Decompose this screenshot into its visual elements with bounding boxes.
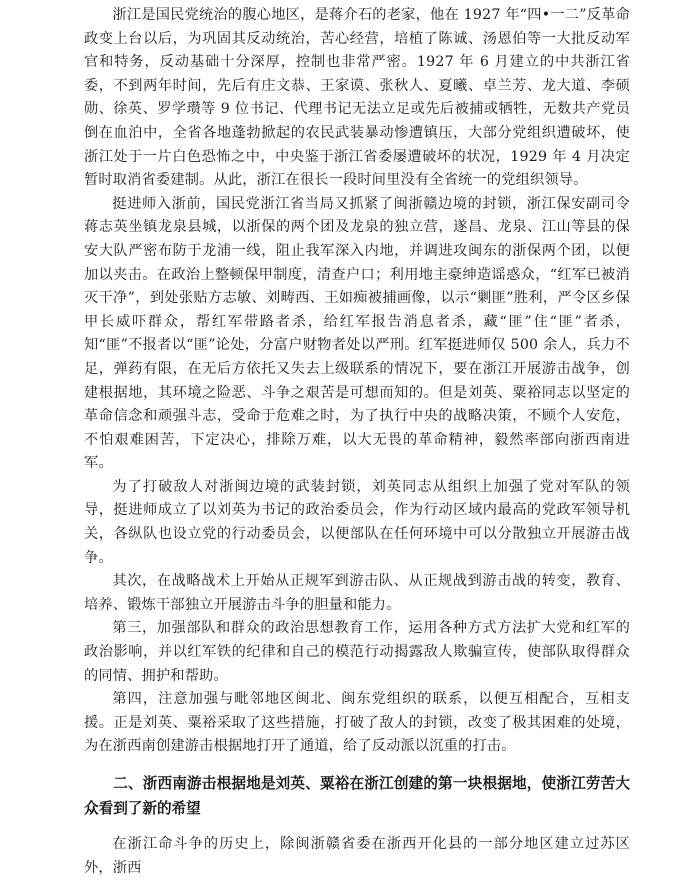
paragraph-4: 其次，在战略战术上开始从正规军到游击队、从正规战到游击战的转变，教育、培养、锻炼干部独立开展游击斗争的胆量和能力。: [84, 573, 630, 613]
paragraph-5: 第三，加强部队和群众的政治思想教育工作，运用各种方式方法扩大党和红军的政治影响，并以红军铁的纪律和自己的模范行动揭露敌人欺骗宣传，使部队取得群众的同情、拥护和帮助。: [84, 620, 630, 684]
section-heading: 二、浙西南游击根据地是刘英、粟裕在浙江创建的第一块根据地，使浙江劳苦大众看到了新的希望: [84, 775, 630, 817]
document-page: [84, 4, 630, 880]
paragraph-6: 第四，注意加强与毗邻地区闽北、闽东党组织的联系，以便互相配合，互相支援。正是刘英、粟裕采取了这些措施，打破了敌人的封锁，改变了极其困难的处境，为在浙西南创建游击根据地打开了通道，给了反动派以沉重的打击。: [84, 691, 630, 755]
paragraph-1: 浙江是国民党统治的腹心地区，是蒋介石的老家，他在 1927 年“四•一二”反革命政变上台以后，为巩固其反动统治，苦心经营，培植了陈诚、汤恩伯等一大批反动军官和特务，反动基础十分深厚，控制也非常严密。1927 年 6 月建立的中共浙江省委，不到两年时间，先后有庄文恭、王家谟、张秋人、夏曦、卓兰芳、龙大道、李硕勋、徐英、罗学瓒等 9 位书记、代理书记无法立足或先后被捕或牺牲，无数共产党员倒在血泊中，全省各地蓬勃掀起的农民武装暴动惨遭镇压，大部分党组织遭破坏，使浙江处于一片白色恐怖之中，中央鉴于浙江省委屡遭破坏的状况，1929 年 4 月决定暂时取消省委建制。从此，浙江在很长一段时间里没有全省统一的党组织领导。: [84, 7, 630, 189]
paragraph-2: 挺进师入浙前，国民党浙江省当局又抓紧了闽浙赣边境的封锁，浙江保安副司令蒋志英坐镇龙泉县城，以浙保的两个团及龙泉的独立营，遂昌、龙泉、江山等县的保安大队严密布防于龙浦一线，阻止我军深入内地，并调进攻闽东的浙保两个团，以便加以夹击。在政治上整顿保甲制度，清查户口；利用地主豪绅造谣惑众，“红军已被消灭干净”，到处张贴方志敏、刘畴西、王如痴被捕画像，以示“剿匪”胜利，严令区乡保甲长威吓群众，帮红军带路者杀，给红军报告消息者杀，藏“匪”住“匪”者杀，知“匪”不报者以“匪”论处，分富户财物者处以严刑。红军挺进师仅 500 余人，兵力不足，弹药有限，在无后方依托又失去上级联系的情况下，要在浙江开展游击战争，创建根据地，其环境之险恶、斗争之艰苦是可想而知的。但是刘英、粟裕同志以坚定的革命信念和顽强斗志，受命于危难之时，为了执行中央的战略决策，不顾个人安危，不怕艰难困苦，下定决心，排除万难，以大无畏的革命精神，毅然率部向浙西南进军。: [84, 195, 630, 472]
paragraph-3: 为了打破敌人对浙闽边境的武装封锁，刘英同志从组织上加强了党对军队的领导，挺进师成立了以刘英为书记的政治委员会，作为行动区域内最高的党政军领导机关，各纵队也设立党的行动委员会，以便部队在任何环境中可以分散独立开展游击战争。: [84, 478, 630, 566]
paragraph-7: 在浙江命斗争的历史上，除闽浙赣省委在浙西开化县的一部分地区建立过苏区外，浙西: [84, 836, 630, 876]
